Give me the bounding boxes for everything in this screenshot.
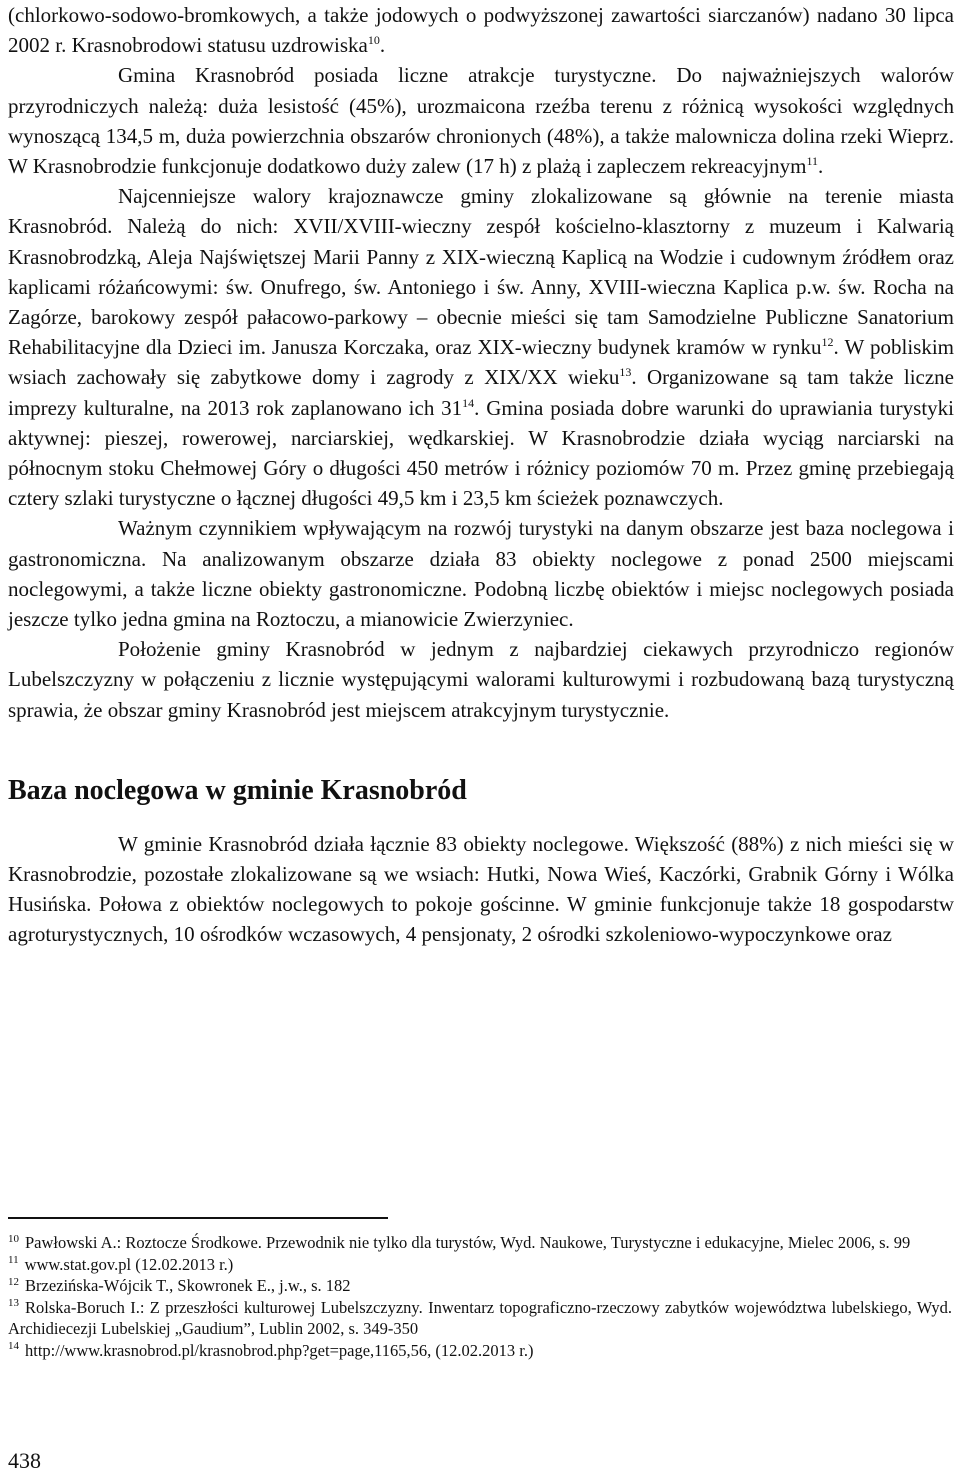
footnote-item: [8, 1275, 952, 1297]
page-number: 438: [8, 1448, 41, 1473]
footnote-item: [8, 1232, 952, 1254]
footnote-link[interactable]: http://www.krasnobrod.pl/krasnobrod.php?get=page,1165,56, (12.02.2013 r.): [25, 1340, 534, 1360]
footnotes: [8, 1232, 952, 1362]
footnote-ref-11: 11: [806, 154, 819, 169]
footnote-number: 13: [8, 1297, 19, 1310]
footnote-number: 14: [8, 1340, 19, 1353]
paragraph-text: Gmina Krasnobród posiada liczne atrakcje turystyczne. Do najważniejszych walorów przyrodniczych należą: duża lesistość (45%), urozmaicona rzeźba terenu z różnicą wysokości względnych wynoszącą 134,5 m, duża powierzchnia obszarów chronionych (48%), a także malownicza dolina rzeki Wieprz. W Krasnobrodzie funkcjonuje dodatkowo duży zalew (17 h) z plażą i zapleczem rekreacyjnym: [8, 63, 954, 179]
section-heading: Baza noclegowa w gminie Krasnobród: [8, 774, 467, 806]
footnote-ref-14: 14: [462, 395, 475, 410]
footnote-number: 11: [8, 1254, 19, 1267]
paragraph-text-tail: .: [818, 154, 824, 179]
paragraph-text-tail: . Organizowane są tam także liczne imprezy kulturalne, na 2013 rok zaplanowano ich 31: [8, 365, 954, 420]
footnote-number: 10: [8, 1232, 19, 1245]
paragraph-text-tail: . Gmina posiada dobre warunki do uprawiania turystyki aktywnej: pieszej, rowerowej, narciarskiej, wędkarskiej. W Krasnobrodzie działa wyciąg narciarski na północnym stoku Chełmowej Góry o długości 450 metrów i różnicy poziomów 70 m. Przez gminę przebiegają cztery szlaki turystyczne o łącznej długości 49,5 km i 23,5 km ścieżek poznawczych.: [8, 395, 955, 511]
paragraph-location: Położenie gminy Krasnobród w jednym z najbardziej ciekawych przyrodniczo regionów Lubelszczyzny w połączeniu z licznie występującymi walorami kulturowymi i rozbudowaną bazą turystyczną sprawia, że obszar gminy Krasnobród jest miejscem atrakcyjnym turystycznie.: [8, 637, 954, 722]
paragraph-text-tail: .: [379, 33, 386, 58]
footnote-ref-12: 12: [821, 335, 834, 350]
paragraph-attractions: [8, 60, 954, 181]
footnote-item: [8, 1297, 952, 1340]
footnote-item: [8, 1340, 952, 1362]
paragraph-text-tail: . W pobliskim wsiach zachowały się zabytkowe domy i zagrody z XIX/XX wieku: [8, 335, 954, 390]
paragraph-monuments: [8, 181, 954, 513]
footnote-link[interactable]: www.stat.gov.pl (12.02.2013 r.): [24, 1254, 234, 1274]
footnote-ref-10: 10: [367, 33, 380, 48]
footnote-separator: [8, 1217, 388, 1219]
paragraph-spa-status: [8, 0, 954, 60]
main-text: [8, 0, 954, 950]
paragraph-section-intro: W gminie Krasnobród działa łącznie 83 obiekty noclegowe. Większość (88%) z nich mieści się w Krasnobrodzie, pozostałe zlokalizowane są we wsiach: Hutki, Nowa Wieś, Kaczórki, Grabnik Górny i Wólka Husińska. Połowa z obiektów noclegowych to pokoje gościnne. W gminie funkcjonuje także 18 gospodarstw agroturystycznych, 10 ośrodków wczasowych, 4 pensjonaty, 2 ośrodki szkoleniowo-wypoczynkowe oraz: [8, 831, 954, 947]
footnote-number: 12: [8, 1275, 19, 1288]
footnote-item: [8, 1254, 952, 1276]
paragraph-text: Najcenniejsze walory krajoznawcze gminy zlokalizowane są głównie na terenie miasta Krasnobród. Należą do nich: XVII/XVIII-wieczny zespół kościelno-klasztorny z muzeum i Kalwarią Krasnobrodzką, Aleja Najświętszej Marii Panny z XIX-wieczną Kaplicą na Wodzie i cudownym źródłem oraz kaplicami różańcowymi: św. Onufrego, św. Antoniego i św. Anny, XVIII-wieczna Kaplica p.w. św. Rocha na Zagórze, barokowy zespół pałacowo-parkowy – obecnie mieści się tam Samodzielne Publiczne Sanatorium Rehabilitacyjne dla Dzieci im. Janusza Korczaka, oraz XIX-wieczny budynek kramów w rynku: [8, 184, 954, 360]
paragraph-accommodation: Ważnym czynnikiem wpływającym na rozwój turystyki na danym obszarze jest baza noclegowa i gastronomiczna. Na analizowanym obszarze działa 83 obiekty noclegowe z ponad 2500 miejscami noclegowymi, a także liczne obiekty gastronomiczne. Podobną liczbę obiektów i miejsc noclegowych posiada jeszcze tylko jedna gmina na Roztoczu, a mianowicie Zwierzyniec.: [8, 516, 954, 632]
footnote-text: Pawłowski A.: Roztocze Środkowe. Przewodnik nie tylko dla turystów, Wyd. Naukowe, Turystyczne i edukacyjne, Mielec 2006, s. 99: [25, 1233, 911, 1252]
footnote-text: Rolska-Boruch I.: Z przeszłości kulturowej Lubelszczyzny. Inwentarz topograficzno-rzeczowy zabytków województwa lubelskiego, Wyd. Archidiecezji Lubelskiej „Gaudium”, Lublin 2002, s. 349-350: [8, 1297, 952, 1339]
footnote-text: Brzezińska-Wójcik T., Skowronek E., j.w., s. 182: [25, 1276, 351, 1296]
paragraph-text: (chlorkowo-sodowo-bromkowych, a także jodowych o podwyższonej zawartości siarczanów) nadano 30 lipca 2002 r. Krasnobrodowi statusu uzdrowiska: [8, 3, 954, 58]
footnote-ref-13: 13: [619, 365, 632, 380]
